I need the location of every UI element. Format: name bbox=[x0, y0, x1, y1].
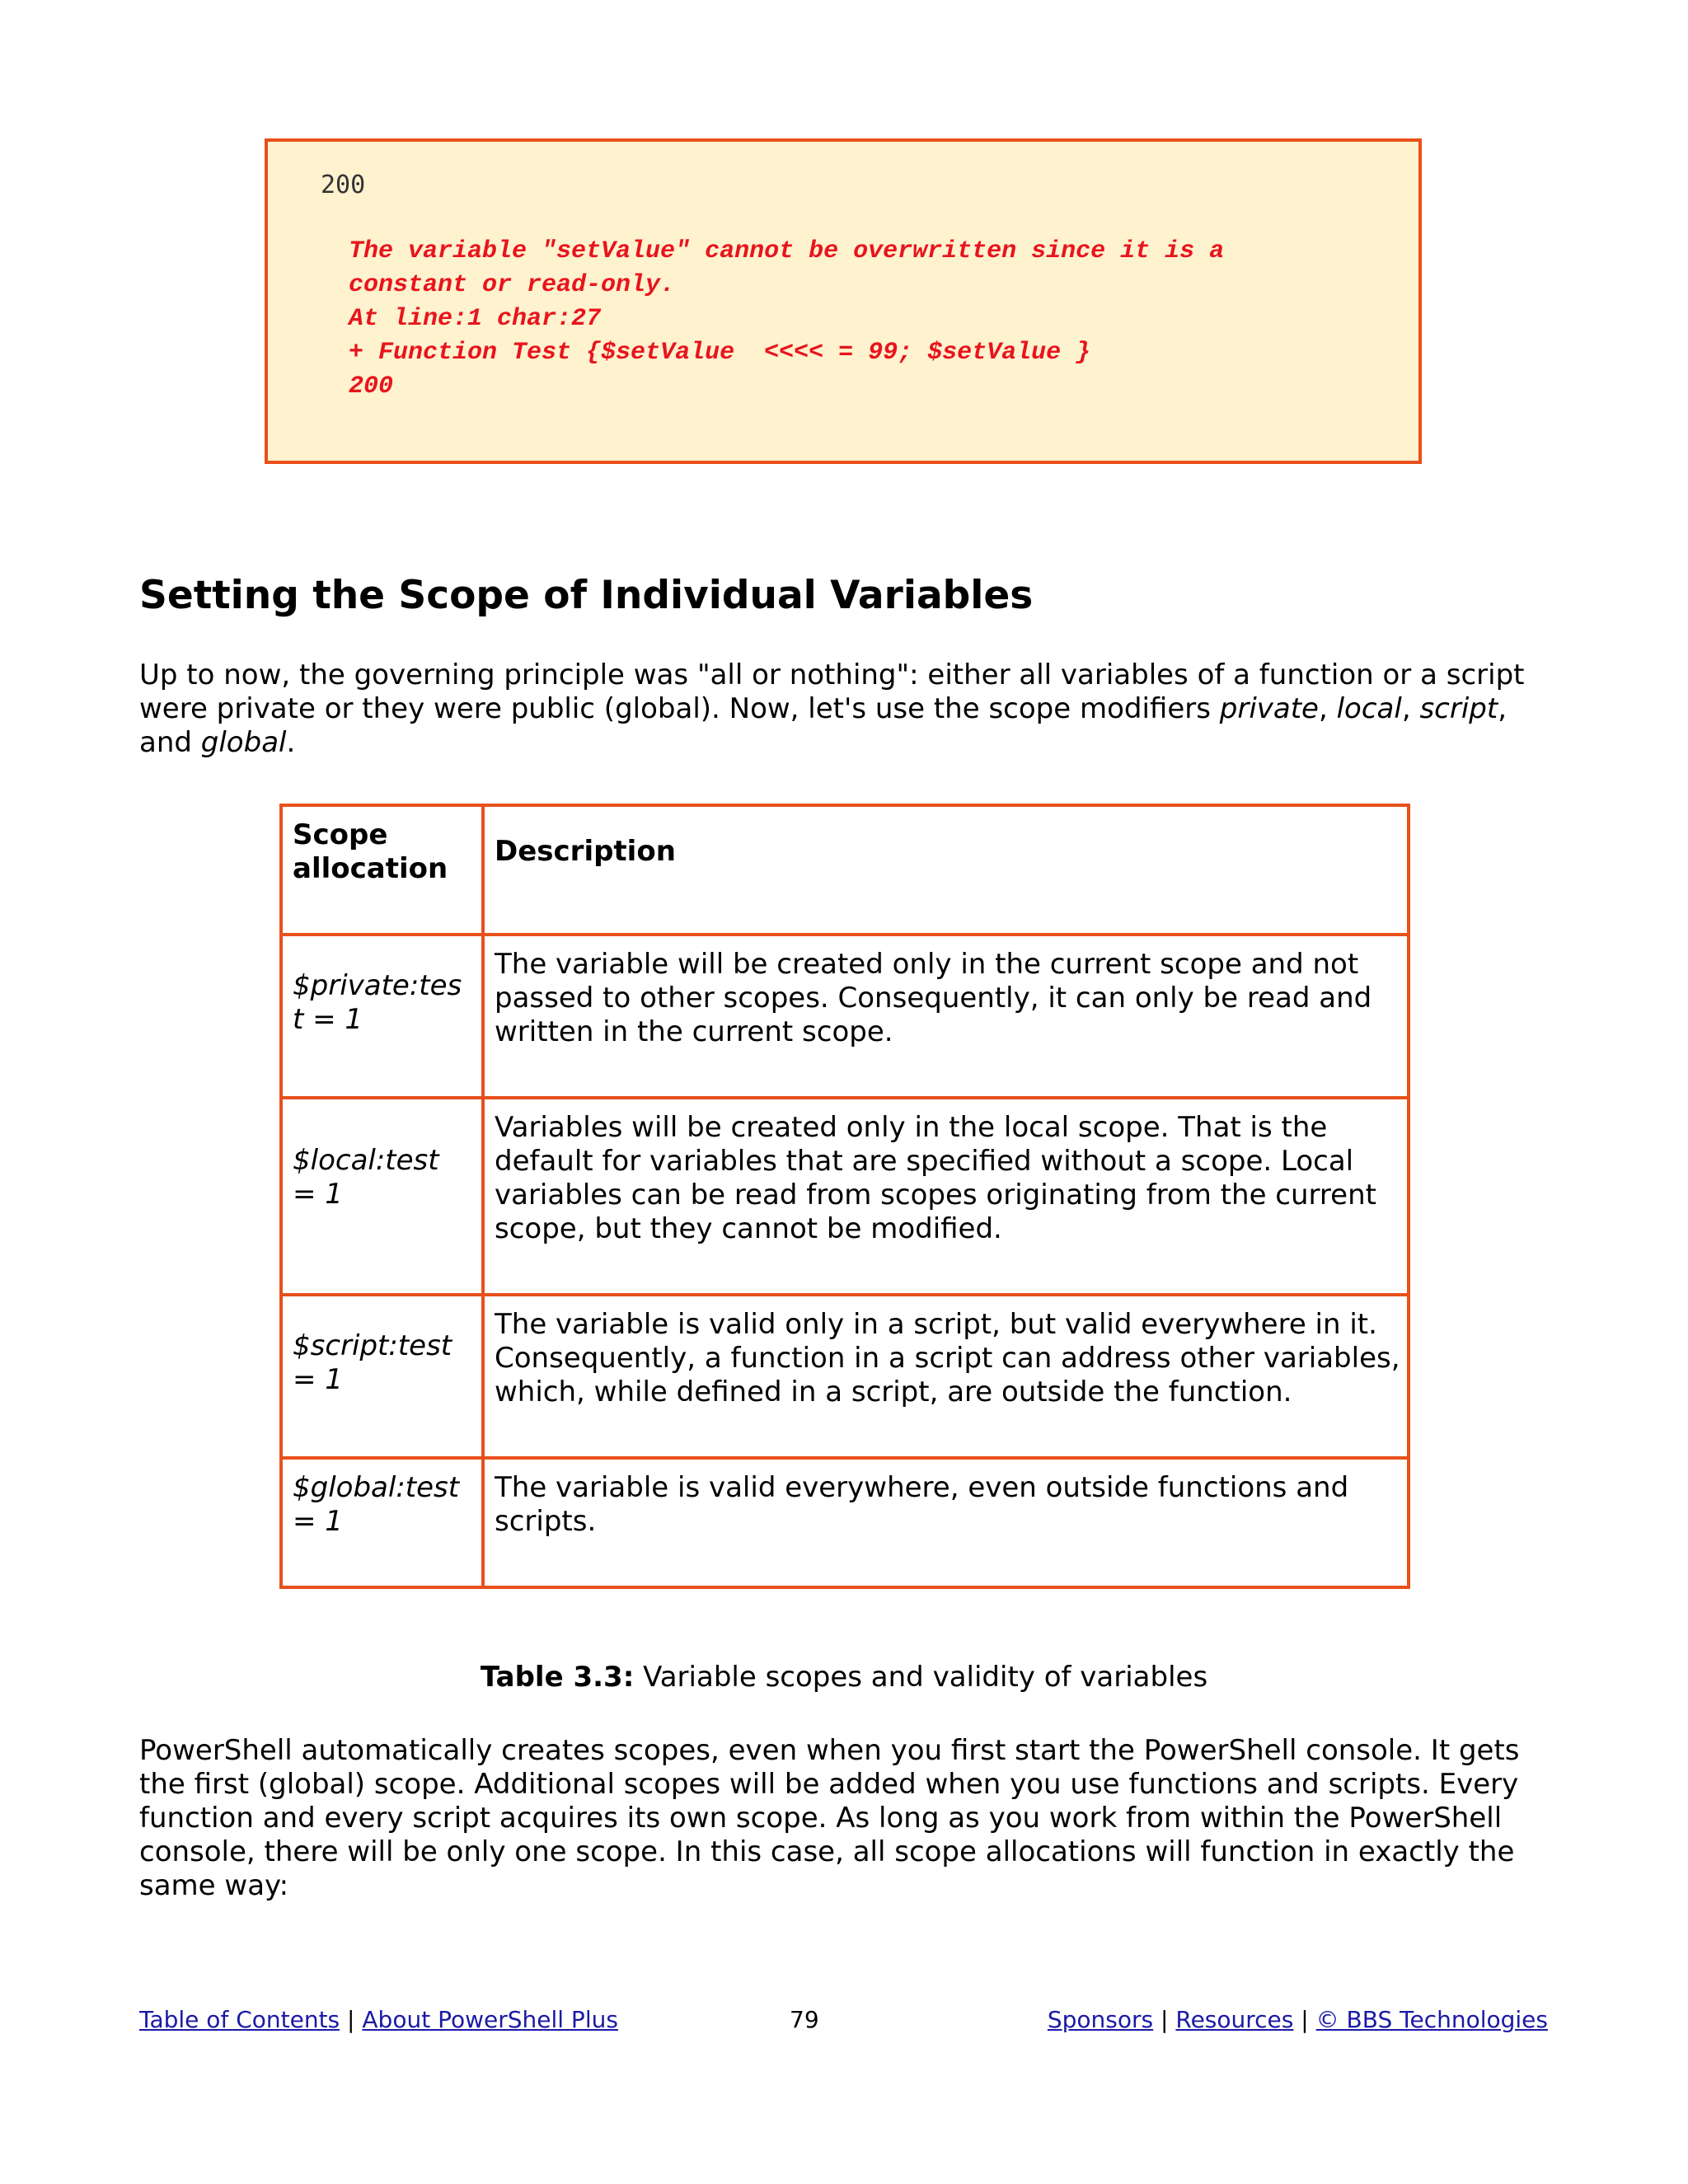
section-heading: Setting the Scope of Individual Variables bbox=[139, 573, 1034, 618]
allocation-text: t = 1 bbox=[293, 1003, 363, 1036]
error-line: + Function Test {$setValue <<<< = 99; $setValue } bbox=[349, 339, 1091, 367]
about-powershell-plus-link[interactable]: About PowerShell Plus bbox=[362, 2006, 618, 2033]
intro-line bbox=[139, 726, 1557, 760]
allocation-text: $private:tes bbox=[293, 969, 462, 1002]
header-text: Scope bbox=[293, 818, 388, 851]
table-row bbox=[281, 935, 1409, 1098]
description-text: default for variables that are specified without a scope. Local bbox=[495, 1145, 1354, 1178]
description-cell bbox=[483, 935, 1409, 1098]
separator: | bbox=[1160, 2006, 1169, 2033]
paragraph-line: same way: bbox=[139, 1869, 289, 1902]
footer-left-links bbox=[139, 2005, 618, 2035]
scope-allocation-cell bbox=[281, 935, 483, 1098]
description-cell bbox=[483, 1458, 1409, 1587]
allocation-text: = 1 bbox=[293, 1178, 343, 1211]
error-line: 200 bbox=[349, 373, 394, 401]
period: . bbox=[286, 726, 296, 759]
intro-text: were private or they were public (global). Now, let's use the scope modifiers bbox=[139, 692, 1220, 725]
comma: , bbox=[1498, 692, 1507, 725]
description-text: variables can be read from scopes originating from the current bbox=[495, 1179, 1376, 1212]
table-row bbox=[281, 1458, 1409, 1587]
description-text: scripts. bbox=[495, 1505, 597, 1538]
closing-paragraph bbox=[139, 1734, 1557, 1903]
code-output-value: 200 bbox=[321, 171, 366, 199]
error-line: At line:1 char:27 bbox=[349, 305, 602, 333]
paragraph-line: the first (global) scope. Additional scopes will be added when you use functions and scripts. Every bbox=[139, 1768, 1519, 1801]
table-of-contents-link[interactable]: Table of Contents bbox=[139, 2006, 340, 2033]
code-error-message bbox=[349, 235, 1224, 404]
description-text: The variable is valid everywhere, even outside functions and bbox=[495, 1471, 1349, 1504]
intro-paragraph bbox=[139, 658, 1557, 760]
table-header-row bbox=[281, 805, 1409, 935]
header-description bbox=[483, 805, 1409, 935]
allocation-text: $script:test bbox=[293, 1329, 452, 1362]
keyword-local: local bbox=[1336, 692, 1402, 725]
paragraph-line: PowerShell automatically creates scopes, even when you first start the PowerShell console. It gets bbox=[139, 1734, 1520, 1767]
intro-line bbox=[139, 692, 1557, 726]
comma: , bbox=[1401, 692, 1420, 725]
sponsors-link[interactable]: Sponsors bbox=[1047, 2006, 1154, 2033]
resources-link[interactable]: Resources bbox=[1175, 2006, 1294, 2033]
intro-line: Up to now, the governing principle was "all or nothing": either all variables of a function or a script bbox=[139, 658, 1525, 691]
intro-text: and bbox=[139, 726, 201, 759]
table-row bbox=[281, 1098, 1409, 1295]
description-text: written in the current scope. bbox=[495, 1015, 893, 1048]
keyword-script: script bbox=[1419, 692, 1498, 725]
scope-allocation-cell bbox=[281, 1098, 483, 1295]
description-text: The variable will be created only in the current scope and not bbox=[495, 948, 1359, 981]
error-line: The variable "setValue" cannot be overwritten since it is a bbox=[349, 237, 1225, 265]
page-number: 79 bbox=[790, 2006, 819, 2033]
separator: | bbox=[1301, 2006, 1309, 2033]
scope-table bbox=[279, 804, 1410, 1589]
header-scope-allocation bbox=[281, 805, 483, 935]
description-text: passed to other scopes. Consequently, it can only be read and bbox=[495, 982, 1372, 1015]
allocation-text: $local:test bbox=[293, 1144, 439, 1177]
allocation-text: = 1 bbox=[293, 1363, 343, 1396]
paragraph-line: function and every script acquires its own scope. As long as you work from within the PowerShell bbox=[139, 1802, 1503, 1835]
header-text: allocation bbox=[293, 852, 448, 885]
allocation-text: $global:test bbox=[293, 1471, 460, 1504]
keyword-private: private bbox=[1219, 692, 1319, 725]
header-text: Description bbox=[495, 835, 676, 868]
code-output-box bbox=[265, 138, 1422, 464]
description-text: Variables will be created only in the local scope. That is the bbox=[495, 1111, 1328, 1144]
allocation-text: = 1 bbox=[293, 1505, 343, 1538]
description-text: The variable is valid only in a script, but valid everywhere in it. bbox=[495, 1308, 1377, 1341]
description-text: Consequently, a function in a script can address other variables, bbox=[495, 1342, 1400, 1375]
paragraph-line: console, there will be only one scope. In this case, all scope allocations will function in exactly the bbox=[139, 1835, 1515, 1868]
footer-right-links bbox=[1048, 2005, 1548, 2035]
scope-allocation-cell bbox=[281, 1295, 483, 1458]
description-cell bbox=[483, 1295, 1409, 1458]
error-line: constant or read-only. bbox=[349, 271, 676, 299]
description-text: scope, but they cannot be modified. bbox=[495, 1212, 1002, 1245]
scope-allocation-cell bbox=[281, 1458, 483, 1587]
comma: , bbox=[1318, 692, 1337, 725]
description-cell bbox=[483, 1098, 1409, 1295]
description-text: which, while defined in a script, are outside the function. bbox=[495, 1376, 1292, 1408]
caption-label: Table 3.3: bbox=[480, 1661, 635, 1694]
separator: | bbox=[347, 2006, 355, 2033]
caption-text: Variable scopes and validity of variables bbox=[634, 1661, 1208, 1694]
table-row bbox=[281, 1295, 1409, 1458]
table-caption bbox=[0, 1661, 1688, 1694]
copyright-link[interactable]: © BBS Technologies bbox=[1315, 2006, 1548, 2033]
keyword-global: global bbox=[200, 726, 287, 759]
